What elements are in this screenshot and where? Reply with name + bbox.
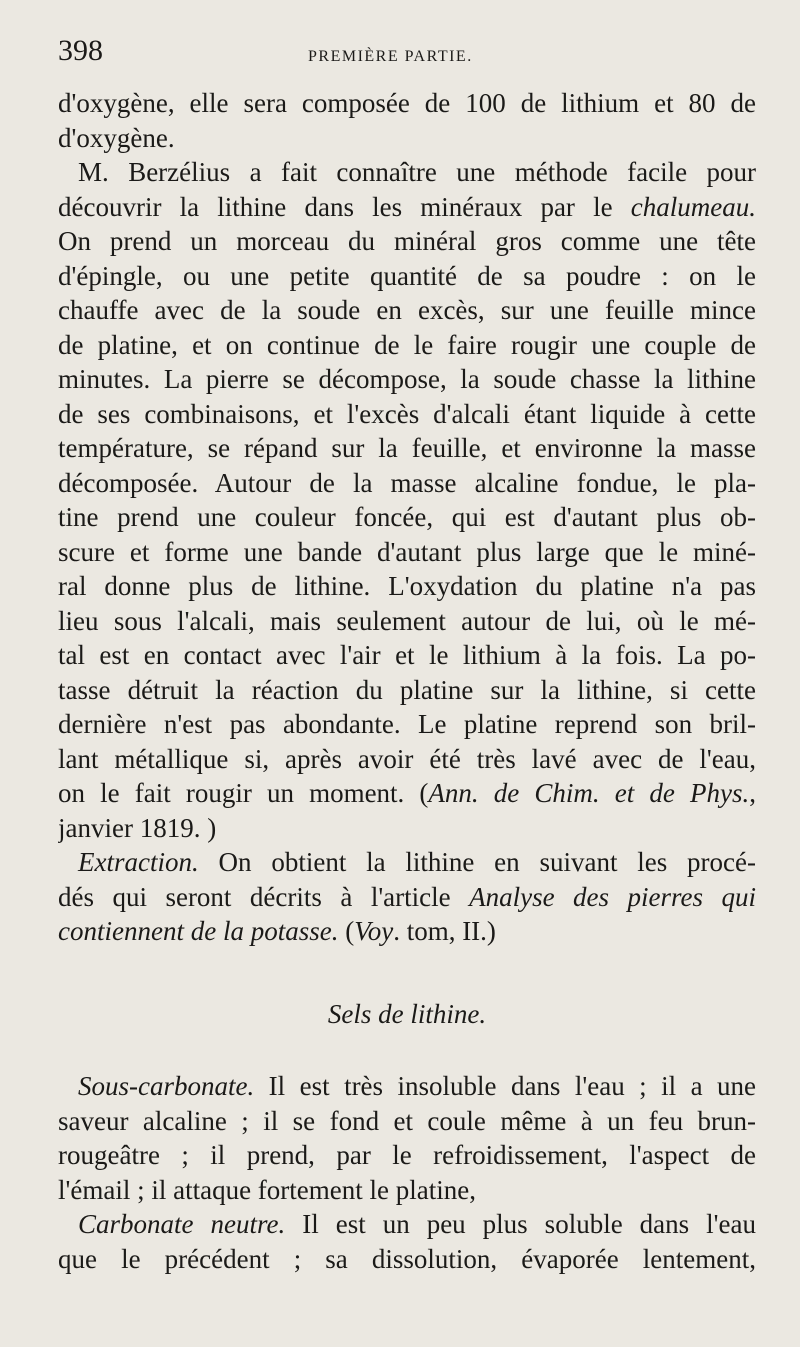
italic-reference: contiennent de la potasse. (58, 916, 339, 946)
text-line: ral donne plus de lithine. L'oxydation du platine n'a pas (58, 571, 756, 601)
text-line: janvier 1819. ) (58, 812, 217, 843)
section-term: Extraction. (78, 847, 199, 877)
text-line: scure et forme une bande d'autant plus large que le miné- (58, 536, 756, 567)
page-body (58, 86, 756, 1276)
text-line: l'émail ; il attaque fortement le platine, (58, 1174, 476, 1205)
text-line: contiennent de la potasse. (Voy. tom, II.) (58, 916, 496, 946)
section-spacer (58, 949, 756, 997)
text-line: saveur alcaline ; il se fond et coule même à un feu brun- (58, 1105, 756, 1136)
text-line: Extraction. On obtient la lithine en suivant les procé- (78, 847, 756, 877)
section-heading: Sels de lithine. (327, 998, 487, 1029)
page-header (58, 34, 748, 74)
text-line: M. Berzélius a fait connaître une méthode facile pour (78, 157, 756, 187)
section-term: Sous-carbonate. (78, 1071, 255, 1101)
text-line: lant métallique si, après avoir été très lavé avec de l'eau, (58, 743, 756, 774)
text-line: découvrir la lithine dans les minéraux par le chalumeau. (58, 191, 756, 222)
section-spacer (58, 1031, 756, 1069)
page-number: 398 (58, 34, 103, 67)
text-line: On prend un morceau du minéral gros comme une tête (58, 226, 756, 256)
text-line: Sous-carbonate. Il est très insoluble dans l'eau ; il a une (78, 1071, 756, 1101)
running-head: PREMIÈRE PARTIE. (308, 48, 473, 65)
italic-term: chalumeau. (630, 191, 756, 222)
text-line: tal est en contact avec l'air et le lithium à la fois. La po- (58, 640, 756, 670)
text-line: décomposée. Autour de la masse alcaline fondue, le pla- (58, 467, 756, 498)
text-line: de ses combinaisons, et l'excès d'alcali étant liquide à cette (58, 398, 756, 429)
italic-reference: Analyse des pierres qui (469, 881, 756, 912)
citation-italic: Ann. de Chim. et de Phys. (428, 778, 750, 808)
text-line: tine prend une couleur foncée, qui est d'autant plus ob- (58, 502, 756, 532)
text-line: d'épingle, ou une petite quantité de sa poudre : on le (58, 260, 756, 291)
text-line: chauffe avec de la soude en excès, sur une feuille mince (58, 295, 756, 325)
text-line: lieu sous l'alcali, mais seulement autour de lui, où le mé- (58, 605, 756, 636)
italic-abbrev: Voy (354, 916, 394, 946)
text-line: Carbonate neutre. Il est un peu plus soluble dans l'eau (78, 1209, 756, 1239)
text-line: d'oxygène, elle sera composée de 100 de lithium et 80 de (58, 88, 756, 118)
text-line: on le fait rougir un moment. (Ann. de Chim. et de Phys., (58, 778, 756, 808)
text-line: de platine, et on continue de le faire rougir une couple de (58, 329, 756, 360)
text-line: d'oxygène. (58, 122, 175, 153)
text-line: minutes. La pierre se décompose, la soude chasse la lithine (58, 364, 756, 394)
text-line: que le précédent ; sa dissolution, évaporée lentement, (58, 1243, 756, 1274)
text-line: tasse détruit la réaction du platine sur la lithine, si cette (58, 674, 756, 705)
text-line: dés qui seront décrits à l'article Analyse des pierres qui (58, 881, 756, 912)
text-line: température, se répand sur la feuille, et environne la masse (58, 433, 756, 463)
section-term: Carbonate neutre. (78, 1209, 286, 1239)
text-line: rougeâtre ; il prend, par le refroidissement, l'aspect de (58, 1140, 756, 1170)
text-line: dernière n'est pas abondante. Le platine reprend son bril- (58, 709, 756, 739)
